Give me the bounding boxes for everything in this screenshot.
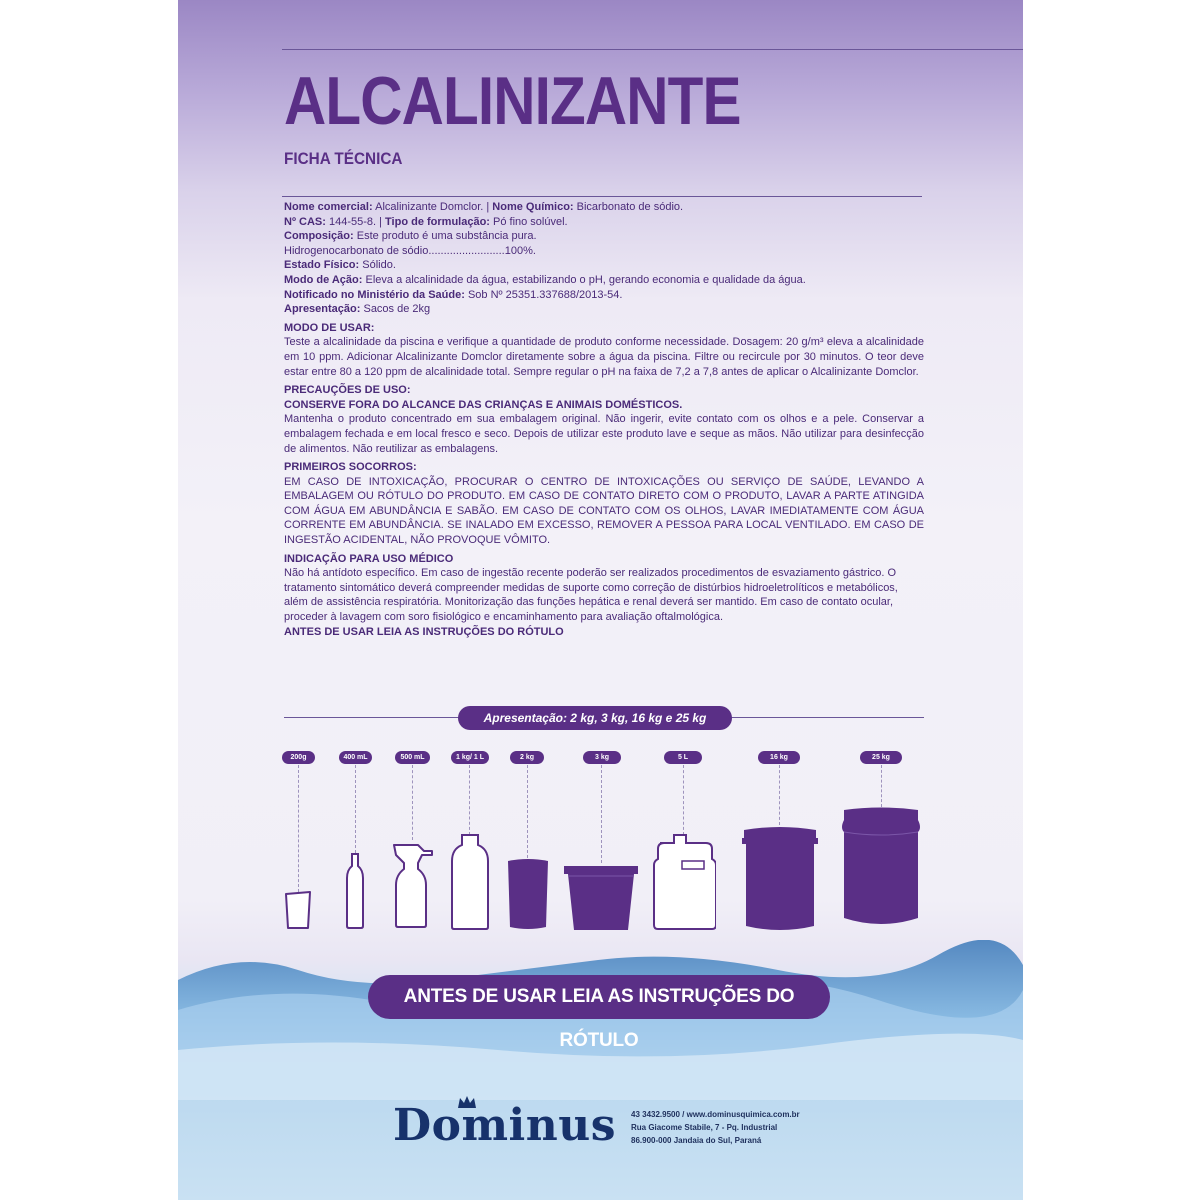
precaucoes-subheading: CONSERVE FORA DO ALCANCE DAS CRIANÇAS E ANIMAIS DOMÉSTICOS. xyxy=(284,398,683,411)
precaucoes-heading: PRECAUÇÕES DE USO: xyxy=(284,384,411,397)
spec-value: Sob Nº 25351.337688/2013-54. xyxy=(464,288,623,301)
guide-line xyxy=(527,765,528,858)
spec-value: 144-55-8. | xyxy=(325,215,386,228)
spec-value: Sacos de 2kg xyxy=(360,303,431,316)
spec-label: Modo de Ação: xyxy=(284,273,363,286)
page-title: ALCALINIZANTE xyxy=(284,63,741,139)
guide-line xyxy=(683,765,684,835)
size-tag-400ml: 400 mL xyxy=(339,751,372,764)
primeiros-socorros-text: EM CASO DE INTOXICAÇÃO, PROCURAR O CENTRO DE INTOXICAÇÕES OU SERVIÇO DE SAÚDE, LEVANDO A EMBALAGEM OU RÓTULO DO PRODUTO. EM CASO DE CONTATO DIRETO COM O PRODUTO, LAVAR A PARTE ATINGIDA COM ÁGUA EM ABUNDÂNCIA E SABÃO. EM CASO DE CONTATO COM OS OLHOS, LAVAR IMEDIATAMENTE COM ÁGUA CORRENTE EM ABUNDÂNCIA. SE INALADO EM EXCESSO, REMOVER A PESSOA PARA LOCAL VENTILADO. EM CASO DE INGESTÃO ACIDENTAL, NÃO PROVOQUE VÔMITO. xyxy=(284,475,924,547)
spec-list xyxy=(284,200,924,317)
size-tag-2kg: 2 kg xyxy=(510,751,544,764)
spec-label: Nº CAS: xyxy=(284,215,326,228)
sachet-200g-icon xyxy=(284,890,312,930)
content-rule xyxy=(282,196,922,197)
spec-label: Tipo de formulação: xyxy=(385,215,490,228)
guide-line xyxy=(601,765,602,863)
spec-value: Eleva a alcalinidade da água, estabilizando o pH, gerando economia e qualidade da água. xyxy=(362,273,806,286)
warning-banner: ANTES DE USAR LEIA AS INSTRUÇÕES DO RÓTULO xyxy=(368,975,830,1019)
spec-line xyxy=(284,229,924,244)
spray-bottle-500ml-icon xyxy=(390,839,436,931)
spec-value: Hidrogenocarbonato de sódio.........................100%. xyxy=(284,244,536,257)
bag-2kg-icon xyxy=(504,857,552,931)
bottle-1l-icon xyxy=(450,833,490,931)
page-subtitle: FICHA TÉCNICA xyxy=(284,149,403,168)
contact-address-1: Rua Giacome Stabile, 7 - Pq. Industrial xyxy=(631,1123,778,1132)
spec-label: Composição: xyxy=(284,230,354,243)
bottle-400ml-icon xyxy=(345,852,365,930)
spec-line xyxy=(284,273,924,288)
indicacao-footer-note: ANTES DE USAR LEIA AS INSTRUÇÕES DO RÓTULO xyxy=(284,625,564,638)
precaucoes-text: Mantenha o produto concentrado em sua embalagem original. Não ingerir, evite contato com os olhos e a pele. Conservar a embalagem fechada e em local fresco e seco. Depois de utilizar este produto lave e seque as mãos. Não utilizar para desinfecção de alimentos. Não reutilizar as embalagens. xyxy=(284,413,924,455)
spec-value: Alcalinizante Domclor. | xyxy=(372,201,493,213)
guide-line xyxy=(298,765,299,892)
guide-line xyxy=(355,765,356,853)
spec-line xyxy=(284,244,924,259)
top-rule xyxy=(282,49,1023,50)
spec-line xyxy=(284,215,924,230)
contact-address-2: 86.900-000 Jandaia do Sul, Paraná xyxy=(631,1136,762,1145)
bucket-16kg-icon xyxy=(738,826,822,932)
guide-line xyxy=(779,765,780,825)
spec-line xyxy=(284,302,924,317)
size-tag-500ml: 500 mL xyxy=(395,751,430,764)
primeiros-socorros-heading: PRIMEIROS SOCORROS: xyxy=(284,461,417,474)
drum-25kg-icon xyxy=(840,806,922,932)
spec-value: Este produto é uma substância pura. xyxy=(353,230,537,243)
spec-value: Bicarbonato de sódio. xyxy=(573,201,684,213)
size-tag-200g: 200g xyxy=(282,751,315,764)
contact-phone-web: 43 3432.9500 / www.dominusquimica.com.br xyxy=(631,1110,800,1119)
guide-line xyxy=(412,765,413,840)
gallon-5l-icon xyxy=(652,833,716,931)
spec-label: Notificado no Ministério da Saúde: xyxy=(284,288,465,301)
indicacao-text: Não há antídoto específico. Em caso de ingestão recente poderão ser realizados procedimentos de esvaziamento gástrico. O tratamento sintomático deverá compreender medidas de suporte como correção de distúrbios hidroeletrolíticos e metabólicos, além de assistência respiratória. Monitorização das funções hepática e renal deverá ser mantido. Em caso de contato ocular, proceder à lavagem com soro fisiológico e encaminhamento para avaliação oftalmológica. xyxy=(284,567,898,624)
guide-line xyxy=(881,765,882,807)
bucket-3kg-icon xyxy=(562,862,640,932)
spec-line xyxy=(284,258,924,273)
spec-line xyxy=(284,288,924,303)
size-tag-5l: 5 L xyxy=(664,751,702,764)
modo-de-usar-text: Teste a alcalinidade da piscina e verifique a quantidade de produto conforme necessidade. Dosagem: 20 g/m³ eleva a alcalinidade em 10 ppm. Adicionar Alcalinizante Domclor diretamente sobre a água da piscina. Filtre ou recircule por 30 minutos. O teor deve estar entre 80 a 120 ppm de alcalinidade total. Sempre regular o pH na faixa de 7,2 a 7,8 antes de aplicar o Alcalinizante Domclor. xyxy=(284,336,924,378)
size-tag-1kg: 1 kg/ 1 L xyxy=(451,751,489,764)
contact-info xyxy=(631,1108,800,1147)
size-tag-25kg: 25 kg xyxy=(860,751,902,764)
spec-line xyxy=(284,200,924,215)
spec-value: Pó fino solúvel. xyxy=(489,215,568,228)
spec-label: Estado Físico: xyxy=(284,259,360,272)
spec-label: Nome Químico: xyxy=(492,201,574,213)
indicacao-heading: INDICAÇÃO PARA USO MÉDICO xyxy=(284,552,454,565)
guide-line xyxy=(469,765,470,835)
brand-logo: Dominus xyxy=(393,1100,617,1151)
technical-content xyxy=(284,200,924,639)
spec-label: Apresentação: xyxy=(284,303,361,316)
spec-value: Sólido. xyxy=(359,259,396,272)
size-tag-16kg: 16 kg xyxy=(758,751,800,764)
technical-sheet xyxy=(178,0,1023,1200)
modo-de-usar-heading: MODO DE USAR: xyxy=(284,321,375,334)
spec-label: Nome comercial: xyxy=(284,201,373,213)
size-tag-3kg: 3 kg xyxy=(583,751,621,764)
presentation-label: Apresentação: 2 kg, 3 kg, 16 kg e 25 kg xyxy=(458,706,732,730)
